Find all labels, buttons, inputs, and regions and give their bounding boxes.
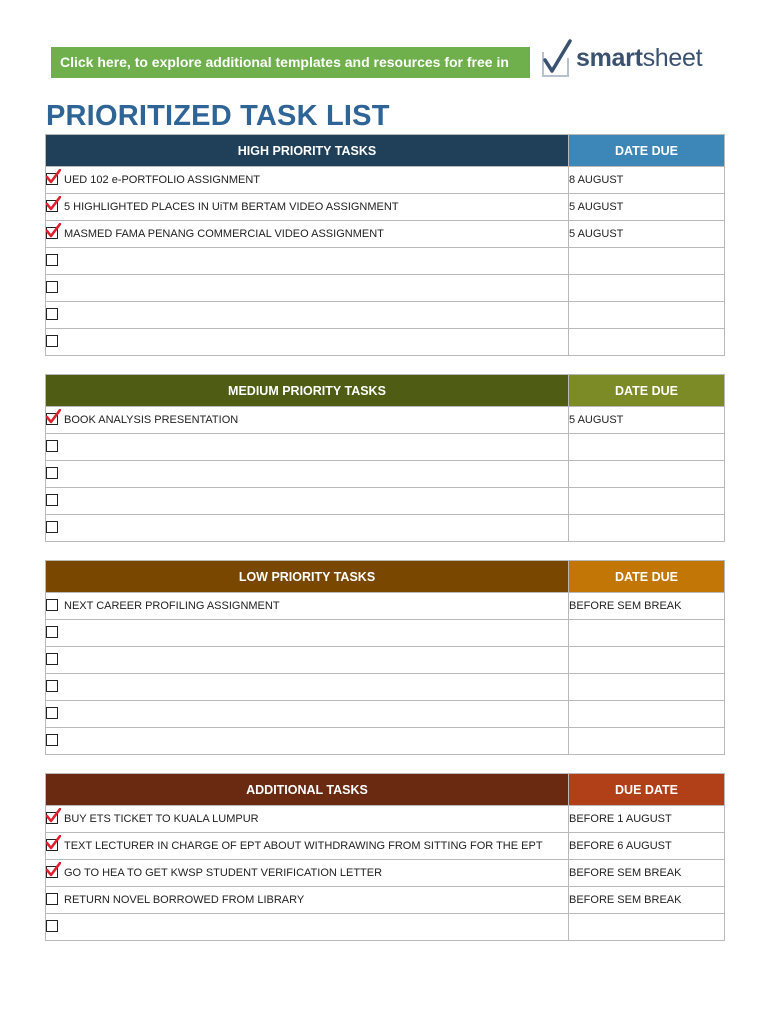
check-mark-icon [46,196,62,211]
task-checkbox[interactable] [46,254,58,266]
high-priority-table [45,134,725,356]
task-row [46,167,725,194]
task-cell[interactable] [46,887,569,914]
task-row [46,620,725,647]
task-row [46,461,725,488]
task-row [46,248,725,275]
task-checkbox[interactable] [46,227,58,239]
task-checkbox[interactable] [46,893,58,905]
task-cell[interactable] [46,833,569,860]
task-label: BUY ETS TICKET TO KUALA LUMPUR [64,813,259,826]
task-checkbox[interactable] [46,440,58,452]
due-date-cell[interactable] [569,515,725,542]
due-date-cell[interactable] [569,620,725,647]
task-checkbox[interactable] [46,653,58,665]
check-mark-icon [46,409,62,424]
task-cell[interactable] [46,329,569,356]
high-priority-header: HIGH PRIORITY TASKS [46,135,569,167]
due-date-cell[interactable] [569,275,725,302]
task-cell[interactable] [46,728,569,755]
task-row [46,275,725,302]
task-label: TEXT LECTURER IN CHARGE OF EPT ABOUT WITHDRAWING FROM SITTING FOR THE EPT [64,840,543,853]
task-cell[interactable] [46,515,569,542]
due-date-cell[interactable]: BEFORE SEM BREAK [569,860,725,887]
due-date-cell[interactable]: 5 AUGUST [569,194,725,221]
check-mark-icon [46,808,62,823]
due-date-cell[interactable]: 5 AUGUST [569,221,725,248]
task-cell[interactable] [46,194,569,221]
task-row [46,329,725,356]
task-checkbox[interactable] [46,734,58,746]
check-mark-icon [46,169,62,184]
task-cell[interactable] [46,434,569,461]
task-cell[interactable] [46,806,569,833]
task-row [46,833,725,860]
check-mark-icon [46,835,62,850]
medium-priority-table [45,374,725,542]
task-checkbox[interactable] [46,308,58,320]
task-label: GO TO HEA TO GET KWSP STUDENT VERIFICATION LETTER [64,867,383,880]
task-label: BOOK ANALYSIS PRESENTATION [64,414,239,427]
additional-tasks-date-header: DUE DATE [569,774,725,806]
due-date-cell[interactable] [569,728,725,755]
task-label: NEXT CAREER PROFILING ASSIGNMENT [64,600,280,613]
task-row [46,674,725,701]
due-date-cell[interactable] [569,488,725,515]
task-cell[interactable] [46,647,569,674]
smartsheet-wordmark: smartsheet [576,43,703,72]
medium-priority-date-header: DATE DUE [569,375,725,407]
task-checkbox[interactable] [46,413,58,425]
due-date-cell[interactable]: BEFORE 6 AUGUST [569,833,725,860]
task-checkbox[interactable] [46,173,58,185]
task-row [46,728,725,755]
task-checkbox[interactable] [46,200,58,212]
page-title: PRIORITIZED TASK LIST [46,100,390,132]
task-row [46,701,725,728]
high-priority-date-header: DATE DUE [569,135,725,167]
task-label: UED 102 e-PORTFOLIO ASSIGNMENT [64,174,261,187]
due-date-cell[interactable] [569,434,725,461]
due-date-cell[interactable] [569,302,725,329]
task-checkbox[interactable] [46,335,58,347]
task-cell[interactable] [46,302,569,329]
task-cell[interactable] [46,248,569,275]
task-checkbox[interactable] [46,866,58,878]
task-row [46,407,725,434]
templates-banner-link[interactable]: Click here, to explore additional templates and resources for free in [51,47,530,78]
task-label: MASMED FAMA PENANG COMMERCIAL VIDEO ASSIGNMENT [64,228,384,241]
task-cell[interactable] [46,914,569,941]
task-row [46,887,725,914]
task-checkbox[interactable] [46,680,58,692]
task-checkbox[interactable] [46,467,58,479]
task-row [46,194,725,221]
task-row [46,647,725,674]
task-checkbox[interactable] [46,521,58,533]
task-row [46,515,725,542]
task-checkbox[interactable] [46,599,58,611]
task-row [46,806,725,833]
due-date-cell[interactable] [569,647,725,674]
smartsheet-check-icon [540,38,574,78]
task-label: RETURN NOVEL BORROWED FROM LIBRARY [64,894,305,907]
task-checkbox[interactable] [46,812,58,824]
task-checkbox[interactable] [46,839,58,851]
due-date-cell[interactable] [569,329,725,356]
due-date-cell[interactable] [569,914,725,941]
task-cell[interactable] [46,620,569,647]
task-cell[interactable] [46,593,569,620]
due-date-cell[interactable] [569,248,725,275]
low-priority-header: LOW PRIORITY TASKS [46,561,569,593]
task-row [46,488,725,515]
task-row [46,593,725,620]
due-date-cell[interactable] [569,701,725,728]
check-mark-icon [46,862,62,877]
task-cell[interactable] [46,701,569,728]
low-priority-date-header: DATE DUE [569,561,725,593]
task-cell[interactable] [46,674,569,701]
due-date-cell[interactable]: BEFORE SEM BREAK [569,593,725,620]
task-checkbox[interactable] [46,281,58,293]
task-checkbox[interactable] [46,920,58,932]
task-cell[interactable] [46,275,569,302]
due-date-cell[interactable]: 8 AUGUST [569,167,725,194]
task-cell[interactable] [46,488,569,515]
task-checkbox[interactable] [46,626,58,638]
due-date-cell[interactable]: 5 AUGUST [569,407,725,434]
task-row [46,914,725,941]
task-row [46,860,725,887]
task-row [46,434,725,461]
additional-tasks-header: ADDITIONAL TASKS [46,774,569,806]
task-checkbox[interactable] [46,707,58,719]
due-date-cell[interactable]: BEFORE SEM BREAK [569,887,725,914]
task-checkbox[interactable] [46,494,58,506]
task-cell[interactable] [46,221,569,248]
check-mark-icon [46,223,62,238]
task-label: 5 HIGHLIGHTED PLACES IN UiTM BERTAM VIDEO ASSIGNMENT [64,201,399,214]
smartsheet-logo[interactable] [540,38,702,78]
low-priority-table [45,560,725,755]
additional-tasks-table [45,773,725,941]
due-date-cell[interactable] [569,461,725,488]
due-date-cell[interactable]: BEFORE 1 AUGUST [569,806,725,833]
task-cell[interactable] [46,167,569,194]
task-row [46,302,725,329]
task-row [46,221,725,248]
task-cell[interactable] [46,860,569,887]
due-date-cell[interactable] [569,674,725,701]
task-cell[interactable] [46,461,569,488]
task-cell[interactable] [46,407,569,434]
medium-priority-header: MEDIUM PRIORITY TASKS [46,375,569,407]
